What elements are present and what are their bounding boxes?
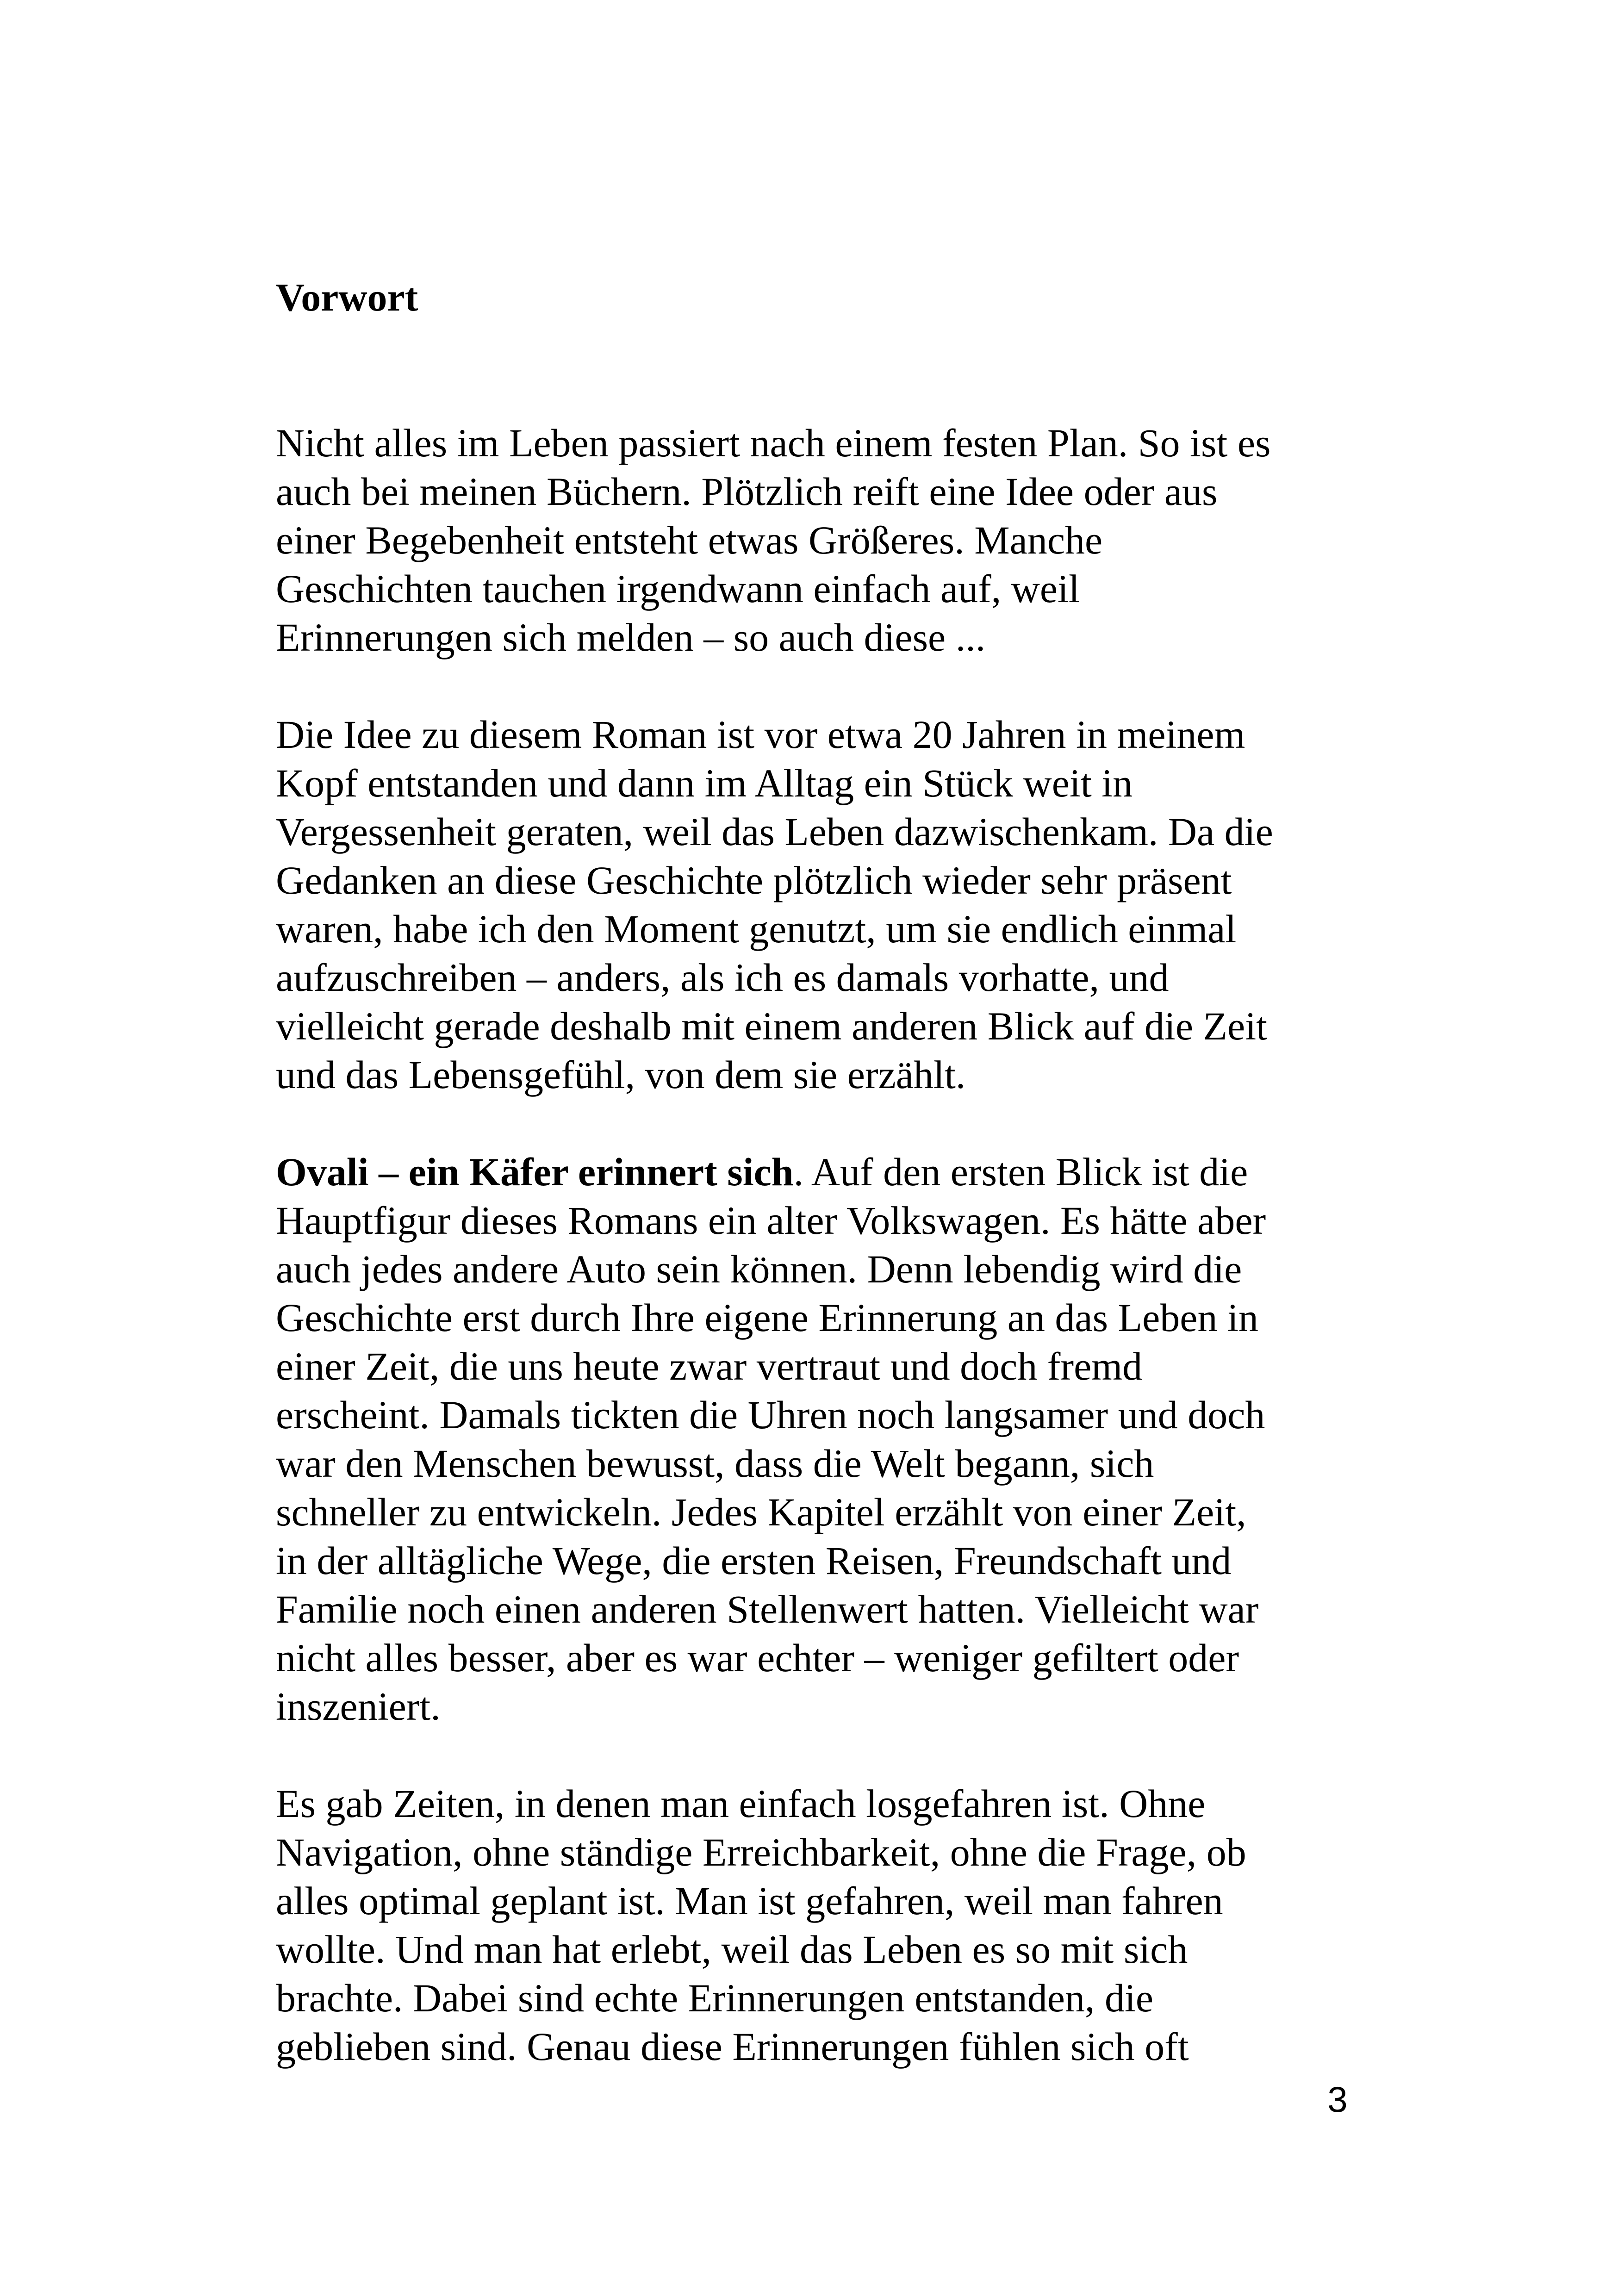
text-line: Vergessenheit geraten, weil das Leben dazwischenkam. Da die	[276, 809, 1273, 854]
text-line: geblieben sind. Genau diese Erinnerungen fühlen sich oft	[276, 2024, 1189, 2069]
text-line: Erinnerungen sich melden – so auch diese ...	[276, 615, 986, 660]
text-line: Es gab Zeiten, in denen man einfach losgefahren ist. Ohne	[276, 1781, 1206, 1826]
text-line: wollte. Und man hat erlebt, weil das Leben es so mit sich	[276, 1927, 1188, 1972]
text-line	[276, 1148, 1419, 1196]
text-line: in der alltägliche Wege, die ersten Reisen, Freundschaft und	[276, 1538, 1232, 1583]
paragraph-3	[276, 1148, 1419, 1731]
text-line: Hauptfigur dieses Romans ein alter Volkswagen. Es hätte aber	[276, 1198, 1266, 1243]
text-line: Die Idee zu diesem Roman ist vor etwa 20 Jahren in meinem	[276, 712, 1245, 757]
text-line: Nicht alles im Leben passiert nach einem festen Plan. So ist es	[276, 421, 1271, 465]
paragraph-2	[276, 710, 1419, 1099]
text-line: einer Zeit, die uns heute zwar vertraut und doch fremd	[276, 1344, 1143, 1388]
text-line: Navigation, ohne ständige Erreichbarkeit, ohne die Frage, ob	[276, 1830, 1246, 1874]
paragraph-4	[276, 1780, 1419, 2071]
text-line: Familie noch einen anderen Stellenwert hatten. Vielleicht war	[276, 1587, 1259, 1631]
text-line: war den Menschen bewusst, dass die Welt begann, sich	[276, 1441, 1154, 1486]
text-line: auch bei meinen Büchern. Plötzlich reift eine Idee oder aus	[276, 469, 1218, 514]
text-block	[276, 273, 1419, 2120]
text-line: auch jedes andere Auto sein können. Denn lebendig wird die	[276, 1247, 1242, 1291]
text-line: Geschichten tauchen irgendwann einfach auf, weil	[276, 566, 1080, 611]
page-number: 3	[1327, 2079, 1348, 2120]
text-line: nicht alles besser, aber es war echter – weniger gefiltert oder	[276, 1636, 1239, 1680]
text-line: aufzuschreiben – anders, als ich es damals vorhatte, und	[276, 955, 1169, 1000]
chapter-heading: Vorwort	[276, 275, 418, 319]
text-line: einer Begebenheit entsteht etwas Größeres. Manche	[276, 518, 1103, 562]
text-line: Geschichte erst durch Ihre eigene Erinnerung an das Leben in	[276, 1295, 1258, 1340]
text-line: erscheint. Damals tickten die Uhren noch langsamer und doch	[276, 1393, 1265, 1437]
text-line: Kopf entstanden und dann im Alltag ein Stück weit in	[276, 761, 1133, 805]
text-line: waren, habe ich den Moment genutzt, um sie endlich einmal	[276, 907, 1237, 951]
text-line: schneller zu entwickeln. Jedes Kapitel erzählt von einer Zeit,	[276, 1490, 1246, 1534]
text-line: inszeniert.	[276, 1684, 441, 1729]
text-line: vielleicht gerade deshalb mit einem anderen Blick auf die Zeit	[276, 1004, 1267, 1048]
book-title-bold: Ovali – ein Käfer erinnert sich	[276, 1150, 794, 1194]
text-line: brachte. Dabei sind echte Erinnerungen entstanden, die	[276, 1976, 1154, 2020]
text-line: alles optimal geplant ist. Man ist gefahren, weil man fahren	[276, 1879, 1223, 1923]
text-line: Gedanken an diese Geschichte plötzlich wieder sehr präsent	[276, 858, 1232, 902]
paragraph-1	[276, 419, 1419, 662]
text-line-rest: . Auf den ersten Blick ist die	[793, 1150, 1248, 1194]
text-line: und das Lebensgefühl, von dem sie erzählt.	[276, 1052, 966, 1097]
